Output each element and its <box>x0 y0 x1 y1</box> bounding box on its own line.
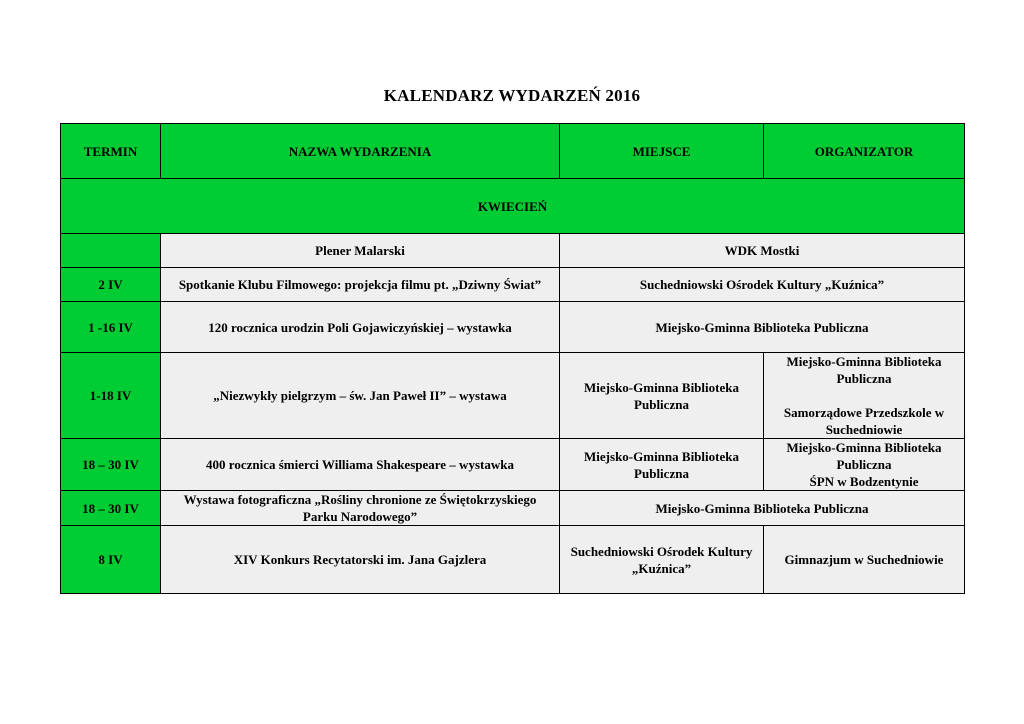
place-organizer-cell: WDK Mostki <box>560 234 965 268</box>
event-name-cell: Spotkanie Klubu Filmowego: projekcja filmu pt. „Dziwny Świat” <box>161 268 560 302</box>
termin-cell: 2 IV <box>61 268 161 302</box>
table-row <box>61 268 965 302</box>
organizer-line: Miejsko-Gminna Biblioteka Publiczna <box>786 354 942 386</box>
organizer-line: Miejsko-Gminna Biblioteka Publiczna <box>786 440 942 472</box>
event-name-cell: XIV Konkurs Recytatorski im. Jana Gajzlera <box>161 526 560 594</box>
termin-cell: 1-18 IV <box>61 353 161 439</box>
table-row <box>61 491 965 526</box>
place-organizer-cell: Miejsko-Gminna Biblioteka Publiczna <box>560 302 965 353</box>
page-title: KALENDARZ WYDARZEŃ 2016 <box>383 86 641 105</box>
table-row <box>61 234 965 268</box>
header-miejsce: MIEJSCE <box>560 124 764 179</box>
organizer-cell: Gimnazjum w Suchedniowie <box>764 526 965 594</box>
termin-cell: 1 -16 IV <box>61 302 161 353</box>
event-name-cell: 120 rocznica urodzin Poli Gojawiczyńskiej – wystawka <box>161 302 560 353</box>
termin-cell <box>61 234 161 268</box>
termin-cell: 8 IV <box>61 526 161 594</box>
table-row <box>61 302 965 353</box>
organizer-line: Samorządowe Przedszkole w Suchedniowie <box>783 405 945 437</box>
organizer-line: ŚPN w Bodzentynie <box>809 474 919 489</box>
place-cell: Miejsko-Gminna Biblioteka Publiczna <box>560 439 764 491</box>
table-header-row <box>61 124 965 179</box>
event-name-cell: „Niezwykły pielgrzym – św. Jan Paweł II” – wystawa <box>161 353 560 439</box>
place-cell: Suchedniowski Ośrodek Kultury „Kuźnica” <box>560 526 764 594</box>
month-row <box>61 179 965 234</box>
header-organizator: ORGANIZATOR <box>764 124 965 179</box>
events-table <box>60 123 965 594</box>
table-row <box>61 439 965 491</box>
event-name-cell: Wystawa fotograficzna „Rośliny chronione ze Świętokrzyskiego Parku Narodowego” <box>161 491 560 526</box>
header-nazwa: NAZWA WYDARZENIA <box>161 124 560 179</box>
event-name-cell: 400 rocznica śmierci Williama Shakespeare – wystawka <box>161 439 560 491</box>
place-organizer-cell: Suchedniowski Ośrodek Kultury „Kuźnica” <box>560 268 965 302</box>
termin-cell: 18 – 30 IV <box>61 491 161 526</box>
organizer-cell <box>764 353 965 439</box>
organizer-cell <box>764 439 965 491</box>
termin-cell: 18 – 30 IV <box>61 439 161 491</box>
table-row <box>61 353 965 439</box>
event-name-cell: Plener Malarski <box>161 234 560 268</box>
month-label: KWIECIEŃ <box>61 179 965 234</box>
place-organizer-cell: Miejsko-Gminna Biblioteka Publiczna <box>560 491 965 526</box>
table-row <box>61 526 965 594</box>
place-cell: Miejsko-Gminna Biblioteka Publiczna <box>560 353 764 439</box>
header-termin: TERMIN <box>61 124 161 179</box>
